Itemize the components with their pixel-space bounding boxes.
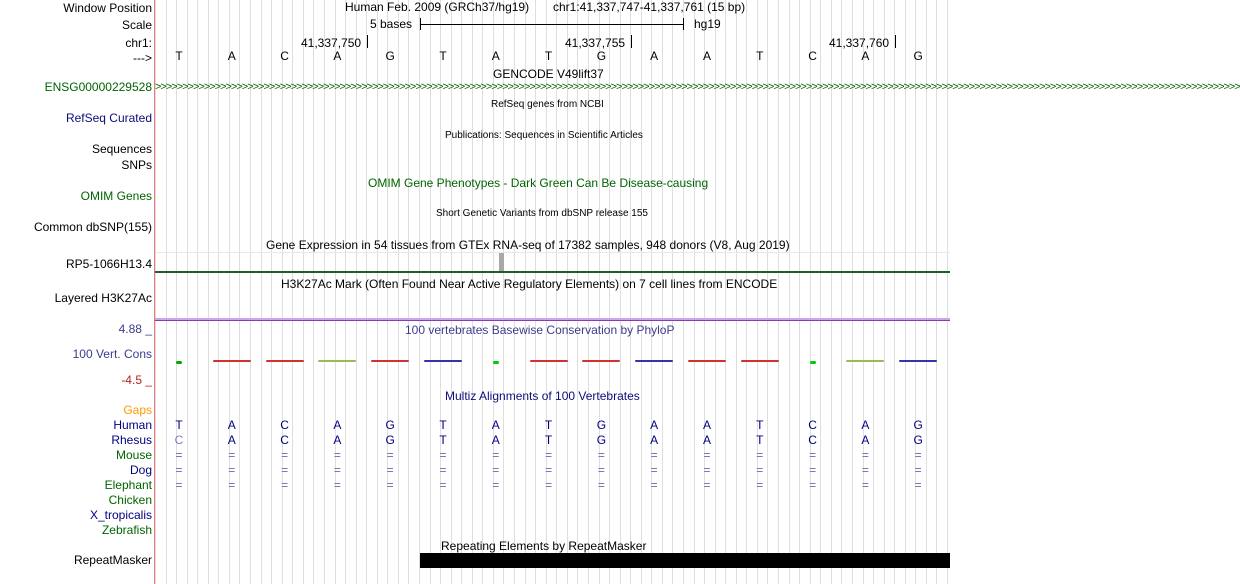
phylop-max-label: 4.88 _ (118, 322, 152, 336)
omim-track-label[interactable]: OMIM Genes (80, 189, 152, 203)
alignment-base: = (914, 448, 922, 462)
phylop-score-mark (530, 360, 568, 362)
gtex-track-label[interactable]: RP5-1066H13.4 (65, 257, 152, 271)
h3k27ac-title: H3K27Ac Mark (Often Found Near Active Regulatory Elements) on 7 cell lines from ENCODE (281, 277, 778, 291)
snps-label[interactable]: SNPs (121, 158, 152, 172)
alignment-base: = (439, 478, 447, 492)
phylop-score-mark (176, 361, 182, 364)
alignment-base: = (281, 478, 289, 492)
alignment-base: G (385, 418, 395, 432)
coord-tick (895, 35, 896, 48)
phylop-score-mark (318, 360, 356, 362)
phylop-score-mark (741, 360, 779, 362)
phylop-score-mark (688, 360, 726, 362)
phylop-track-label[interactable]: 100 Vert. Cons (72, 347, 152, 361)
alignment-base: = (756, 463, 764, 477)
scale-label: Scale (121, 18, 152, 32)
omim-title: OMIM Gene Phenotypes - Dark Green Can Be Disease-causing (368, 176, 709, 190)
alignment-base: = (756, 478, 764, 492)
alignment-base: C (808, 418, 817, 432)
species-label-chicken[interactable]: Chicken (108, 493, 152, 507)
alignment-base: G (385, 433, 395, 447)
alignment-base: = (703, 448, 711, 462)
alignment-base: = (333, 448, 341, 462)
dbsnp-title: Short Genetic Variants from dbSNP release 155 (436, 208, 648, 219)
alignment-base: A (333, 418, 342, 432)
alignment-base: A (333, 433, 342, 447)
alignment-base: = (809, 478, 817, 492)
alignment-base: = (333, 463, 341, 477)
alignment-base: T (544, 433, 553, 447)
species-label-elephant[interactable]: Elephant (104, 478, 152, 492)
alignment-base: = (597, 478, 605, 492)
alignment-base: = (914, 478, 922, 492)
alignment-base: = (228, 448, 236, 462)
repeatmasker-title: Repeating Elements by RepeatMasker (441, 539, 647, 553)
alignment-base: = (650, 448, 658, 462)
gtex-tissue-bar (499, 253, 504, 271)
base-letter: C (808, 49, 817, 63)
alignment-base: A (491, 418, 500, 432)
base-letter: A (227, 49, 236, 63)
species-label-rhesus[interactable]: Rhesus (111, 433, 152, 447)
phylop-score-mark (635, 360, 673, 362)
publications-title: Publications: Sequences in Scientific Articles (445, 130, 643, 141)
phylop-min-label: -4.5 _ (121, 373, 152, 387)
alignment-base: T (439, 433, 447, 447)
alignment-base: T (544, 418, 553, 432)
base-letter: A (650, 49, 659, 63)
track-image-panel[interactable] (155, 0, 1240, 584)
alignment-base: = (650, 463, 658, 477)
alignment-base: = (861, 448, 869, 462)
alignment-base: = (861, 463, 869, 477)
phylop-score-mark (846, 360, 884, 362)
phylop-score-mark (424, 360, 462, 362)
coord-1: 41,337,750 (301, 36, 362, 50)
alignment-base: = (597, 463, 605, 477)
alignment-base: = (386, 478, 394, 492)
base-letter: G (596, 49, 607, 63)
alignment-base: = (809, 448, 817, 462)
base-letter: A (333, 49, 342, 63)
gtex-title: Gene Expression in 54 tissues from GTEx RNA-seq of 17382 samples, 948 donors (V8, Aug 2019) (266, 238, 790, 252)
alignment-base: T (756, 418, 764, 432)
alignment-base: = (914, 463, 922, 477)
alignment-base: = (439, 463, 447, 477)
alignment-base: A (227, 433, 236, 447)
base-letter: A (491, 49, 500, 63)
alignment-base: A (227, 418, 236, 432)
species-label-dog[interactable]: Dog (129, 463, 152, 477)
alignment-base: C (280, 433, 289, 447)
alignment-base: C (280, 418, 289, 432)
chrom-label: chr1: (125, 36, 152, 50)
coord-3: 41,337,760 (829, 36, 890, 50)
alignment-base: G (913, 433, 923, 447)
alignment-base: = (281, 463, 289, 477)
gencode-gene-feature[interactable]: >>>>>>>>>>>>>>>>>>>>>>>>>>>>>>>>>>>>>>>>>>>>>>>>>>>>>>>>>>>>>>>>>>>>>>>>>>>>>>>>>>>>>>>>>>>>>>>>>>>>>>>>>>>>>>>>>>>>>>>>>>>>>>>>>>>>>>>>>>>>>>>>>>>>>>>>>>>>>>>>>>>>>>>>>>>>>>>>>>>>>>>>>>>>>>>>>>>>>>>> (155, 81, 1240, 93)
alignment-base: = (492, 463, 500, 477)
scale-db: hg19 (694, 17, 721, 31)
alignment-base: = (545, 463, 553, 477)
repeat-element-bar[interactable] (420, 553, 950, 568)
alignment-base: = (228, 478, 236, 492)
alignment-base: = (175, 448, 183, 462)
gtex-gene-line (155, 271, 950, 273)
base-letter: G (385, 49, 395, 63)
base-letter: T (439, 49, 447, 63)
gencode-track-label[interactable]: ENSG00000229528 (44, 80, 152, 94)
alignment-base: A (491, 433, 500, 447)
phylop-score-mark (582, 360, 620, 362)
alignment-base: = (386, 463, 394, 477)
h3k27ac-baseline-dark (155, 320, 950, 321)
alignment-base: = (439, 448, 447, 462)
base-letter: A (861, 49, 870, 63)
alignment-base: A (861, 418, 870, 432)
species-label-zebrafish[interactable]: Zebrafish (101, 523, 152, 537)
alignment-base: = (175, 463, 183, 477)
alignment-base: A (861, 433, 870, 447)
alignment-base: G (596, 433, 607, 447)
alignment-base: = (545, 448, 553, 462)
alignment-base: = (703, 463, 711, 477)
phylop-score-mark (899, 360, 937, 362)
alignment-base: = (228, 463, 236, 477)
alignment-base: = (597, 448, 605, 462)
phylop-score-mark (810, 361, 816, 364)
species-label-mouse[interactable]: Mouse (115, 448, 152, 462)
base-letter: T (544, 49, 553, 63)
phylop-score-mark (493, 361, 499, 364)
alignment-base: A (702, 433, 711, 447)
publications-track-label[interactable]: Sequences (91, 142, 152, 156)
alignment-base: = (703, 478, 711, 492)
scale-bar (420, 18, 684, 30)
alignment-base: = (333, 478, 341, 492)
species-label-human[interactable]: Human (113, 418, 152, 432)
alignment-base: C (174, 433, 184, 447)
refseq-track-label[interactable]: RefSeq Curated (65, 111, 152, 125)
multiz-title: Multiz Alignments of 100 Vertebrates (445, 389, 640, 403)
coord-tick (367, 35, 368, 48)
base-letter: C (280, 49, 289, 63)
alignment-base: = (650, 478, 658, 492)
alignment-base: = (386, 448, 394, 462)
alignment-base: = (809, 463, 817, 477)
repeatmasker-track-label[interactable]: RepeatMasker (73, 553, 152, 567)
alignment-base: = (281, 448, 289, 462)
alignment-base: C (808, 433, 817, 447)
base-letter: T (756, 49, 764, 63)
strand-arrow-label: ---> (133, 51, 152, 65)
position-readout: chr1:41,337,747-41,337,761 (15 bp) (553, 0, 746, 14)
alignment-base: T (439, 418, 447, 432)
refseq-title: RefSeq genes from NCBI (491, 99, 604, 110)
phylop-score-mark (266, 360, 304, 362)
species-label-x_tropicalis[interactable]: X_tropicalis (89, 508, 152, 522)
gtex-expression-bar[interactable] (155, 252, 950, 273)
alignment-base: = (492, 478, 500, 492)
alignment-base: A (702, 418, 711, 432)
alignment-base: = (861, 478, 869, 492)
alignment-base: = (545, 478, 553, 492)
phylop-score-mark (371, 360, 409, 362)
coord-2: 41,337,755 (565, 36, 626, 50)
alignment-base: A (650, 433, 659, 447)
phylop-score-mark (213, 360, 251, 362)
alignment-base: T (756, 433, 764, 447)
dbsnp-track-label[interactable]: Common dbSNP(155) (33, 220, 152, 234)
alignment-base: = (492, 448, 500, 462)
gencode-title: GENCODE V49lift37 (493, 67, 604, 81)
base-letter: G (913, 49, 923, 63)
coord-tick (631, 35, 632, 48)
base-letter: A (702, 49, 711, 63)
alignment-base: T (175, 418, 183, 432)
scale-text: 5 bases (370, 17, 413, 31)
alignment-base: G (596, 418, 607, 432)
h3k27ac-track-label[interactable]: Layered H3K27Ac (54, 291, 152, 305)
phylop-title: 100 vertebrates Basewise Conservation by PhyloP (405, 323, 675, 337)
alignment-base: A (650, 418, 659, 432)
gaps-label[interactable]: Gaps (123, 403, 152, 417)
alignment-base: G (913, 418, 923, 432)
assembly-title: Human Feb. 2009 (GRCh37/hg19) (345, 0, 530, 14)
track-labels-panel (0, 0, 154, 584)
alignment-base: = (175, 478, 183, 492)
alignment-base: = (756, 448, 764, 462)
base-letter: T (175, 49, 183, 63)
window-position-label: Window Position (63, 1, 152, 15)
